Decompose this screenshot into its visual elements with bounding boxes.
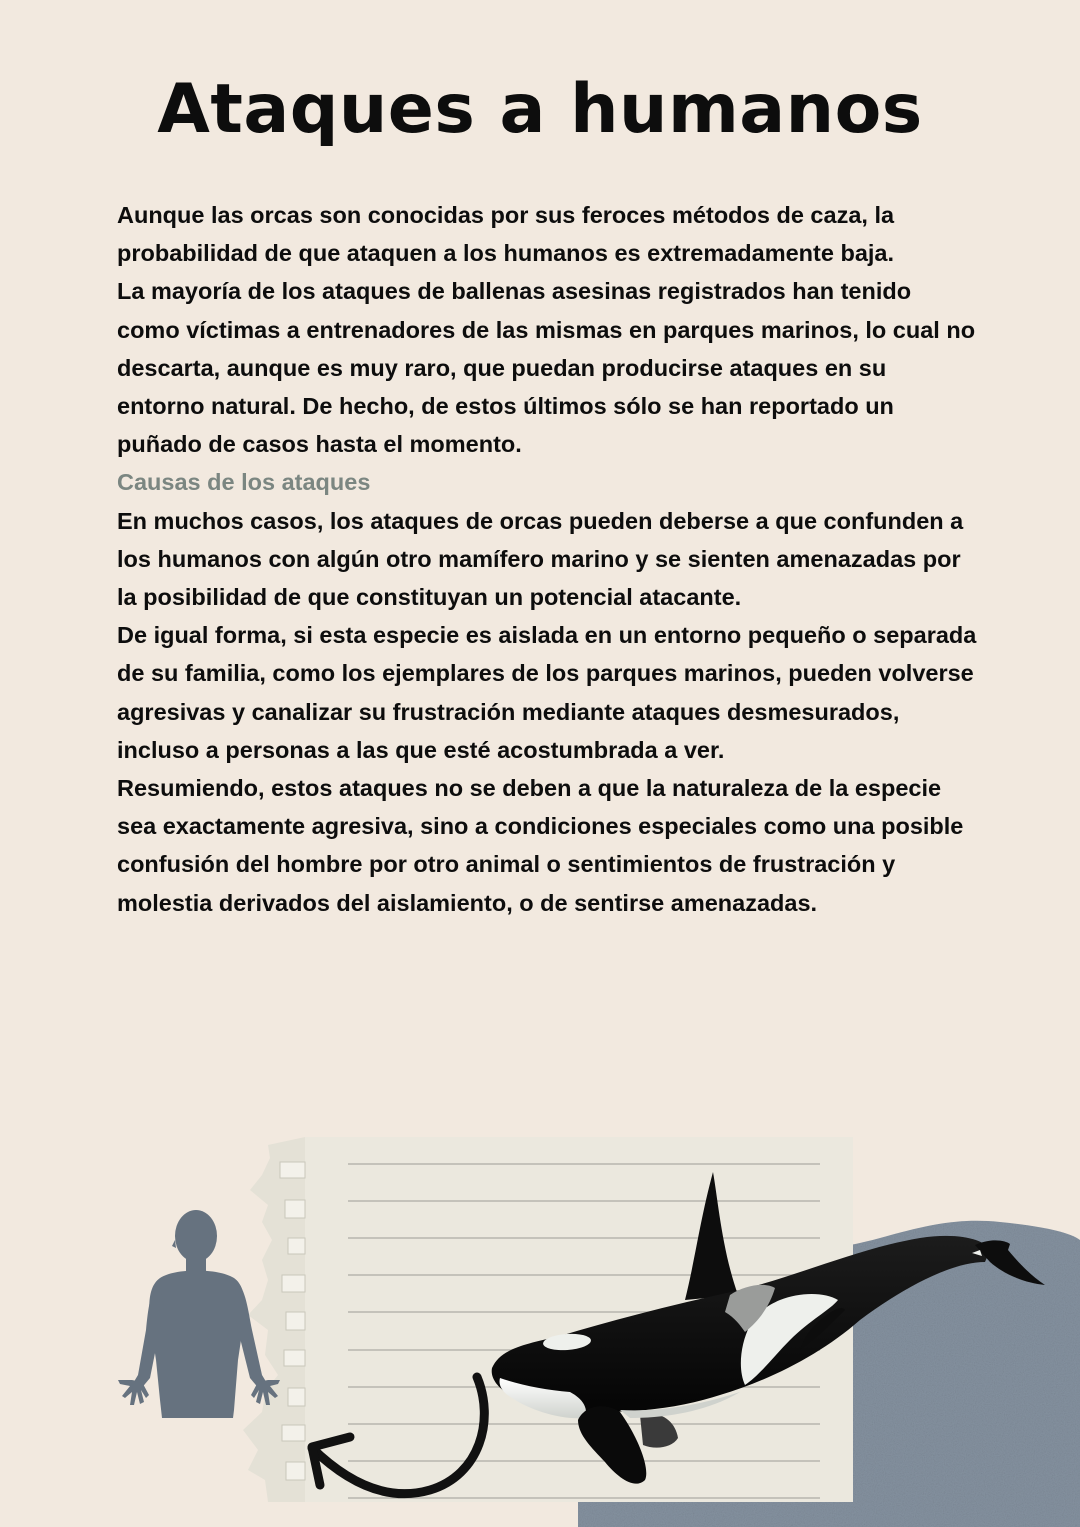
paragraph-confusion: En muchos casos, los ataques de orcas pueden deberse a que confunden a los humanos con algún otro mamífero marino y se sienten amenazadas por la posibilidad de que constituyan un potencial atacante. <box>117 507 964 611</box>
article-body <box>117 196 977 922</box>
paragraph-trainers: La mayoría de los ataques de ballenas asesinas registrados han tenido como víctimas a entrenadores de las mismas en parques marinos, lo cual no descarta, aunque es muy raro, que puedan producirse ataques en su entorno natural. De hecho, de estos últimos sólo se han reportado un puñado de casos hasta el momento. <box>117 278 976 458</box>
paragraph-intro: Aunque las orcas son conocidas por sus feroces métodos de caza, la probabilidad de que ataquen a los humanos es extremadamente baja. <box>117 202 895 267</box>
page-title: Ataques a humanos <box>157 70 923 149</box>
paragraph-isolation: De igual forma, si esta especie es aislada en un entorno pequeño o separada de su familia, como los ejemplares de los parques marinos, pueden volverse agresivas y canalizar su frustración mediante ataques desmesurados, incluso a personas a las que esté acostumbrada a ver. <box>117 622 977 763</box>
illustration <box>0 1120 1080 1527</box>
paragraph-summary: Resumiendo, estos ataques no se deben a que la naturaleza de la especie sea exactamente agresiva, sino a condiciones especiales como una posible confusión del hombre por otro animal o sentimientos de frustración y molestia derivados del aislamiento, o de sentirse amenazadas. <box>117 775 964 916</box>
section-subheading: Causas de los ataques <box>117 469 371 496</box>
